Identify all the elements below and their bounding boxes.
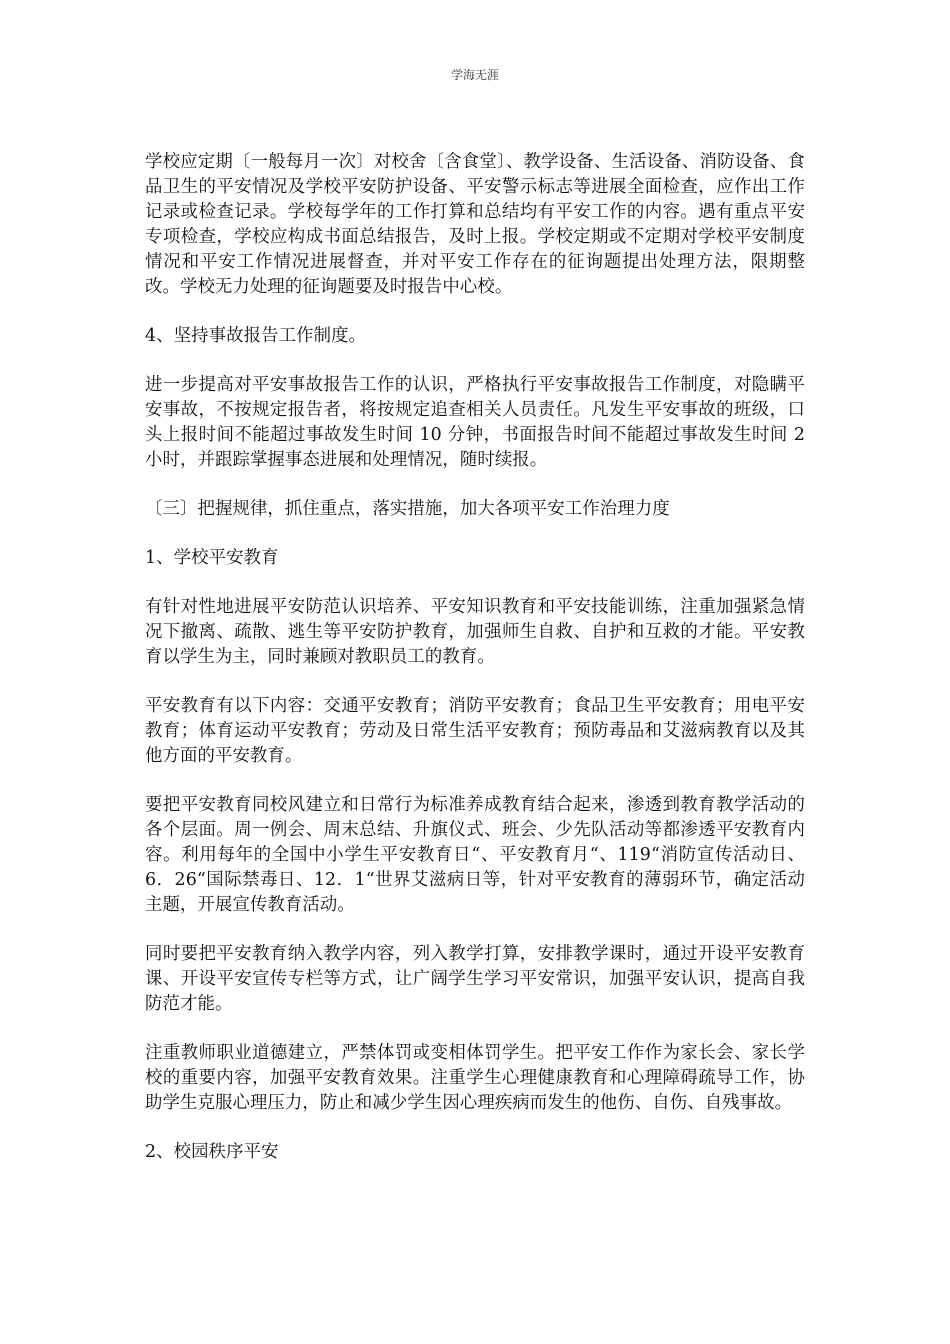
paragraph-inspection: 学校应定期〔一般每月一次〕对校舍〔含食堂〕、教学设备、生活设备、消防设备、食品卫生的平安情况及学校平安防护设备、平安警示标志等进展全面检查，应作出工作记录或检查记录。学校每学年的工作打算和总结均有平安工作的内容。遇有重点平安专项检查，学校应构成书面总结报告，及时上报。学校定期或不定期对学校平安制度情况和平安工作情况进展督查，并对平安工作存在的征询题提出处理方法，限期整改。学校无力处理的征询题要及时报告中心校。 xyxy=(145,152,805,297)
page-header: 学海无涯 xyxy=(450,68,499,82)
paragraph-safety-training: 有针对性地进展平安防范认识培养、平安知识教育和平安技能训练，注重加强紧急情况下撤离、疏散、逃生等平安防护教育，加强师生自救、自护和互救的才能。平安教育以学生为主，同时兼顾对教职员工的教育。 xyxy=(145,597,805,667)
document-body xyxy=(145,150,805,1189)
heading-campus-order: 2、校园秩序平安 xyxy=(145,1142,279,1162)
paragraph-education-content: 平安教育有以下内容：交通平安教育；消防平安教育；食品卫生平安教育；用电平安教育；体育运动平安教育；劳动及日常生活平安教育；预防毒品和艾滋病教育以及其他方面的平安教育。 xyxy=(145,696,805,766)
heading-safety-education: 1、学校平安教育 xyxy=(145,548,279,568)
paragraph-accident-report: 进一步提高对平安事故报告工作的认识，严格执行平安事故报告工作制度，对隐瞒平安事故，不按规定报告者，将按规定追查相关人员责任。凡发生平安事故的班级，口头上报时间不能超过事故发生时间 10 分钟，书面报告时间不能超过事故发生时间 2 小时，并跟踪掌握事态进展和处理情况，随时续报。 xyxy=(145,375,805,470)
section-heading-3: 〔三〕把握规律，抓住重点，落实措施，加大各项平安工作治理力度 xyxy=(145,499,670,519)
heading-accident-report: 4、坚持事故报告工作制度。 xyxy=(145,326,367,346)
paragraph-curriculum: 同时要把平安教育纳入教学内容，列入教学打算，安排教学课时，通过开设平安教育课、开设平安宣传专栏等方式，让广阔学生学习平安常识，加强平安认识，提高自我防范才能。 xyxy=(145,944,805,1014)
paragraph-school-activities: 要把平安教育同校风建立和日常行为标准养成教育结合起来，渗透到教育教学活动的各个层面。周一例会、周末总结、升旗仪式、班会、少先队活动等都渗透平安教育内容。利用每年的全国中小学生平安教育日“、平安教育月“、119“消防宣传活动日、6．26“国际禁毒日、12．1“世界艾滋病日等，针对平安教育的薄弱环节，确定活动主题，开展宣传教育活动。 xyxy=(145,795,805,915)
paragraph-teacher-ethics: 注重教师职业道德建立，严禁体罚或变相体罚学生。把平安工作作为家长会、家长学校的重要内容，加强平安教育效果。注重学生心理健康教育和心理障碍疏导工作，协助学生克服心理压力，防止和减少学生因心理疾病而发生的他伤、自伤、自残事故。 xyxy=(145,1043,805,1113)
